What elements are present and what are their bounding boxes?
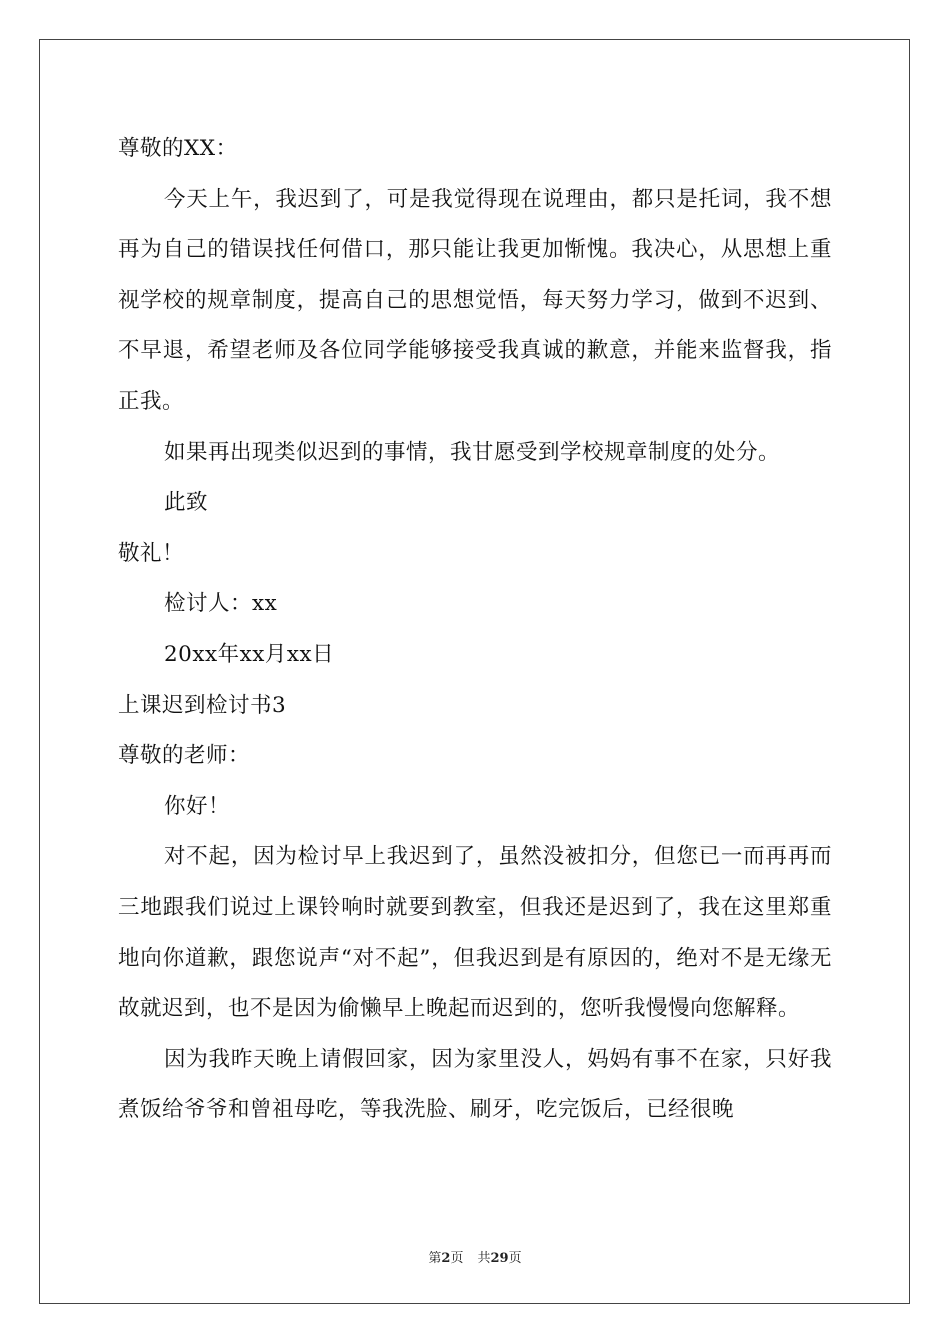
paragraph-2: 如果再出现类似迟到的事情，我甘愿受到学校规章制度的处分。 bbox=[164, 439, 781, 465]
signer: 检讨人：xx bbox=[164, 591, 278, 617]
footer-page-prefix: 第 bbox=[428, 1251, 442, 1266]
footer-page-mid: 页 bbox=[450, 1251, 464, 1266]
paragraph-3: 对不起，因为检讨早上我迟到了，虽然没被扣分，但您已一而再再而三地跟我们说过上课铃响时就要到教室，但我还是迟到了，我在这里郑重地向你道歉，跟您说声“对不起”，但我迟到是有原因的，绝对不是无缘无故就迟到，也不是因为偷懒早上晚起而迟到的，您听我慢慢向您解释。 bbox=[118, 844, 832, 1022]
paragraph-1: 今天上午，我迟到了，可是我觉得现在说理由，都只是托词，我不想再为自己的错误找任何借口，那只能让我更加惭愧。我决心，从思想上重视学校的规章制度，提高自己的思想觉悟，每天努力学习，做到不迟到、不早退，希望老师及各位同学能够接受我真诚的歉意，并能来监督我，指正我。 bbox=[118, 186, 832, 414]
footer-page-total: 29 bbox=[490, 1251, 509, 1266]
date: 20xx年xx月xx日 bbox=[164, 641, 335, 667]
footer-total-prefix: 共 bbox=[477, 1251, 491, 1266]
closing-salutation: 此致 bbox=[164, 490, 209, 516]
greeting-1: 尊敬的XX： bbox=[118, 136, 238, 161]
paragraph-4: 因为我昨天晚上请假回家，因为家里没人，妈妈有事不在家，只好我煮饭给爷爷和曾祖母吃，等我洗脸、刷牙，吃完饭后，已经很晚 bbox=[118, 1046, 832, 1123]
footer-total-suffix: 页 bbox=[508, 1251, 522, 1266]
hello: 你好！ bbox=[164, 793, 231, 819]
footer-page-current: 2 bbox=[441, 1251, 451, 1266]
greeting-2: 尊敬的老师： bbox=[118, 743, 251, 769]
closing-respect: 敬礼！ bbox=[118, 540, 185, 566]
page-footer bbox=[0, 1247, 950, 1266]
document-body bbox=[118, 124, 832, 1136]
section-title: 上课迟到检讨书3 bbox=[118, 692, 287, 718]
